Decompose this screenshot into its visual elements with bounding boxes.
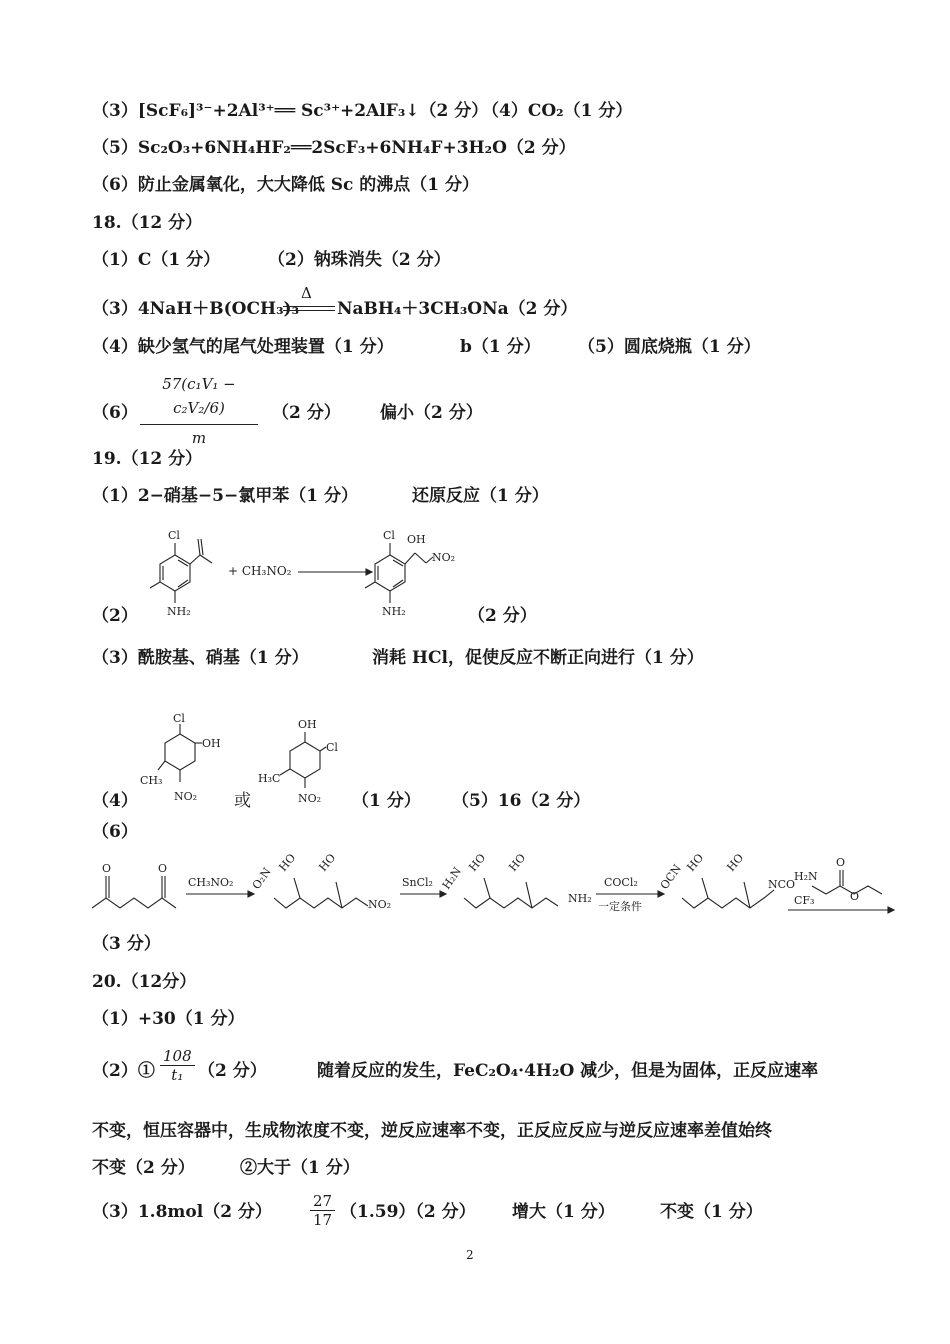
answer-18-4: （4）缺少氢气的尾气处理装置（1 分）: [92, 337, 394, 357]
answer-18-1: （1）C（1 分）: [92, 250, 221, 270]
svg-text:Cl: Cl: [168, 529, 180, 542]
answer-18-6-score: （2 分）: [272, 403, 341, 423]
reaction-19-2: [120, 525, 500, 625]
svg-text:HO: HO: [684, 851, 707, 874]
answer-17-5: （5）Sc₂O₃+6NH₄HF₂══2ScF₃+6NH₄F+3H₂O（2 分）: [92, 138, 576, 158]
svg-text:Cl: Cl: [173, 712, 185, 725]
reagent-aminocrotonate: [788, 856, 894, 913]
svg-text:O: O: [850, 890, 860, 903]
svg-text:NO₂: NO₂: [368, 898, 392, 911]
svg-text:HO: HO: [466, 851, 489, 874]
answer-19-4-label: （4）: [92, 791, 138, 811]
answer-19-1: （1）2−硝基−5−氯甲苯（1 分）: [92, 486, 358, 506]
svg-text:NO₂: NO₂: [174, 790, 198, 803]
fraction-denominator: 17: [313, 1211, 333, 1229]
svg-text:O: O: [158, 862, 168, 875]
answer-18-3-left: （3）4NaH＋B(OCH₃)₃: [92, 299, 300, 319]
answer-19-3: （3）酰胺基、硝基（1 分）: [92, 648, 309, 668]
isomer-structure-1: [140, 712, 221, 803]
answer-19-4-score: （1 分）: [352, 791, 421, 811]
fraction-27-over-17: [310, 1192, 335, 1229]
svg-text:NH₂: NH₂: [568, 892, 592, 905]
reactant-structure: [150, 529, 212, 618]
svg-text:CH₃: CH₃: [140, 774, 163, 787]
svg-text:NO₂: NO₂: [298, 792, 322, 805]
svg-text:HO: HO: [276, 851, 299, 874]
question-19-heading: 19.（12 分）: [92, 449, 203, 469]
answer-20-3-d: 不变（1 分）: [660, 1202, 763, 1222]
svg-text:OH: OH: [407, 533, 426, 546]
answer-19-6-score: （3 分）: [92, 934, 161, 954]
answer-20-3-b: （1.59）（2 分）: [340, 1202, 476, 1222]
svg-text:SnCl₂: SnCl₂: [402, 876, 433, 889]
diamine-diol: [440, 851, 592, 908]
formula-denominator: m: [191, 429, 207, 447]
synthesis-route-19-6: [88, 850, 900, 920]
svg-text:H₂N: H₂N: [439, 864, 465, 892]
answer-19-4-or: 或: [234, 791, 251, 811]
heat-symbol: Δ: [301, 284, 312, 302]
svg-text:O: O: [102, 862, 112, 875]
answer-18-3-right: NaBH₄＋3CH₃ONa（2 分）: [337, 299, 578, 319]
answer-18-2: （2）钠珠消失（2 分）: [268, 250, 451, 270]
page-number: 2: [466, 1248, 474, 1262]
formula-18-6: [140, 372, 258, 451]
svg-text:一定条件: 一定条件: [598, 900, 642, 913]
svg-text:HO: HO: [724, 851, 747, 874]
answer-17-6: （6）防止金属氧化，大大降低 Sc 的沸点（1 分）: [92, 175, 480, 195]
svg-text:Cl: Cl: [326, 741, 338, 754]
fraction-denominator: t₁: [171, 1066, 184, 1084]
answer-20-2-label: （2）①: [92, 1061, 155, 1081]
answer-19-3b: 消耗 HCl，促使反应不断正向进行（1 分）: [372, 648, 704, 668]
question-20-heading: 20.（12分）: [92, 972, 197, 992]
svg-text:CH₃NO₂: CH₃NO₂: [188, 876, 234, 889]
question-18-heading: 18.（12 分）: [92, 213, 203, 233]
answer-19-2-score: （2 分）: [468, 606, 537, 626]
answer-20-3-c: 增大（1 分）: [512, 1202, 615, 1222]
answer-20-2-part2: ②大于（1 分）: [240, 1158, 360, 1178]
svg-text:H₃C: H₃C: [258, 772, 281, 785]
svg-text:Cl: Cl: [383, 529, 395, 542]
answer-18-6-error: 偏小（2 分）: [380, 403, 483, 423]
svg-text:NO₂: NO₂: [432, 551, 456, 564]
svg-text:OH: OH: [202, 737, 221, 750]
answer-20-3-a: （3）1.8mol（2 分）: [92, 1202, 272, 1222]
svg-text:HO: HO: [316, 851, 339, 874]
fraction-108-over-t1: [160, 1047, 195, 1084]
svg-text:HO: HO: [506, 851, 529, 874]
svg-text:NH₂: NH₂: [382, 605, 406, 618]
diisocyanate-diol: [658, 851, 795, 908]
answer-20-1: （1）+30（1 分）: [92, 1009, 245, 1029]
svg-text:COCl₂: COCl₂: [604, 876, 638, 889]
reaction-arrow-heat: [283, 286, 335, 316]
answer-19-6-label: （6）: [92, 822, 138, 842]
svg-text:+ CH₃NO₂: + CH₃NO₂: [228, 564, 292, 578]
svg-text:H₂N: H₂N: [794, 870, 818, 883]
answer-18-5: （5）圆底烧瓶（1 分）: [578, 337, 761, 357]
diketone: [92, 862, 176, 908]
answer-19-2-label: （2）: [92, 606, 138, 626]
answer-18-6-label: （6）: [92, 403, 138, 423]
answer-20-2-explain-3: 不变（2 分）: [92, 1158, 195, 1178]
svg-text:NH₂: NH₂: [167, 605, 191, 618]
svg-text:O₂N: O₂N: [249, 865, 274, 892]
isomer-structure-2: [258, 718, 338, 805]
dinitro-diol: [250, 851, 391, 911]
answer-20-2-score: （2 分）: [198, 1061, 267, 1081]
fraction-numerator: 108: [160, 1047, 195, 1066]
answer-17-3: （3）[ScF₆]³⁻+2Al³⁺══ Sc³⁺+2AlF₃↓（2 分）: [92, 101, 489, 121]
svg-text:O: O: [836, 856, 846, 869]
answer-18-4b: b（1 分）: [460, 337, 541, 357]
formula-numerator: 57(c₁V₁ − c₂V₂/6): [140, 372, 258, 425]
answer-19-5: （5）16（2 分）: [452, 791, 591, 811]
answer-17-4: （4）CO₂（1 分）: [482, 101, 633, 121]
fraction-numerator: 27: [310, 1192, 335, 1211]
product-structure: [365, 529, 455, 618]
svg-text:OCN: OCN: [657, 862, 684, 892]
answer-19-1b: 还原反应（1 分）: [412, 486, 549, 506]
answer-20-2-explain-2: 不变，恒压容器中，生成物浓度不变，逆反应速率不变，正反应反应与逆反应速率差值始终: [92, 1121, 772, 1141]
svg-text:CF₃: CF₃: [794, 894, 815, 907]
svg-text:NCO: NCO: [768, 878, 796, 891]
svg-text:OH: OH: [298, 718, 317, 731]
answer-20-2-explain-1: 随着反应的发生，FeC₂O₄·4H₂O 减少，但是为固体，正反应速率: [317, 1061, 819, 1081]
